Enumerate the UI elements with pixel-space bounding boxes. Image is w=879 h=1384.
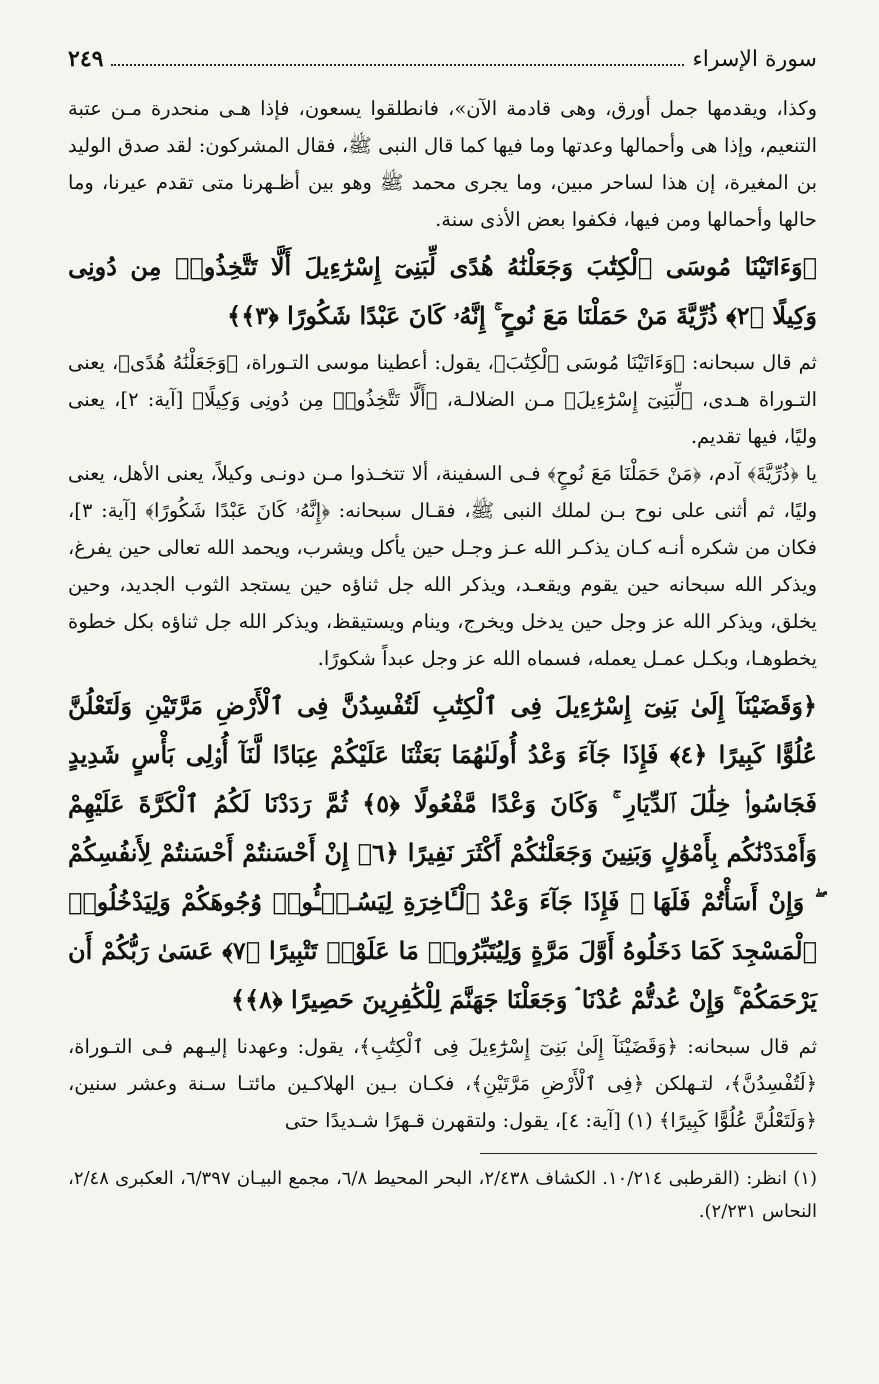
footnote-divider bbox=[480, 1153, 817, 1154]
paragraph-3: يا ﴿ذُرِّيَّةَ﴾ آدم، ﴿مَنْ حَمَلْنَا مَعَ نُوحٍ﴾ فـى السفينة، ألا تتخـذوا مـن دونـى وكيلاً، يعنى الأهل، يعنى وليًا، ثم أثنى على نوح بـن لملك النبى ﷺ، فقـال سبحانه: ﴿إِنَّهُۥ كَانَ عَبْدًا شَكُورًا﴾ [آية: ٣]، فكان من شكره أنـه كـان يذكـر الله عـز وجـل حين يأكل ويشرب، ويحمد الله تعالى حين يفرغ، ويذكر الله سبحانه حين يقوم ويقعـد، ويذكر الله جل ثناؤه حين يستجد الثوب الجديد، وحين يخلق، ويذكر الله عز وجل حين يدخل ويخرج، وينام ويستيقظ، ويذكر الله جل ثناؤه بكل خطوة يخطوهـا، وبكـل عمـل يعمله، فسماه الله عز وجل عبداً شكورًا. bbox=[68, 462, 817, 670]
quran-verse-block-2: ﴿وَقَضَيْنَآ إِلَىٰ بَنِىٓ إِسْرَٰٓءِيلَ فِى ٱلْكِتَٰبِ لَتُفْسِدُنَّ فِى ٱلْأَرْضِ مَرَّتَيْنِ وَلَتَعْلُنَّ عُلُوًّا كَبِيرًا ﴿٤﴾ فَإِذَا جَآءَ وَعْدُ أُولَىٰهُمَا بَعَثْنَا عَلَيْكُمْ عِبَادًا لَّنَآ أُو۟لِى بَأْسٍ شَدِيدٍ فَجَاسُوا۟ خِلَٰلَ ٱلدِّيَارِ ۚ وَكَانَ وَعْدًا مَّفْعُولًا ﴿٥﴾ ثُمَّ رَدَدْنَا لَكُمُ ٱلْكَرَّةَ عَلَيْهِمْ وَأَمْدَدْنَٰكُم بِأَمْوَٰلٍ وَبَنِينَ وَجَعَلْنَٰكُمْ أَكْثَرَ نَفِيرًا ﴿٦﴾ إِنْ أَحْسَنتُمْ أَحْسَنتُمْ لِأَنفُسِكُمْ ۖ وَإِنْ أَسَأْتُمْ فَلَهَا ۚ فَإِذَا جَآءَ وَعْدُ ٱلْـَٔاخِرَةِ لِيَسُـۥٓـُٔوا۟ وُجُوهَكُمْ وَلِيَدْخُلُوا۟ ٱلْمَسْجِدَ كَمَا دَخَلُوهُ أَوَّلَ مَرَّةٍ وَلِيُتَبِّرُوا۟ مَا عَلَوْا۟ تَتْبِيرًا ﴿٧﴾ عَسَىٰ رَبُّكُمْ أَن يَرْحَمَكُمْ ۚ وَإِنْ عُدتُّمْ عُدْنَا ۘ وَجَعَلْنَا جَهَنَّمَ لِلْكَٰفِرِينَ حَصِيرًا ﴿٨﴾﴾ bbox=[68, 691, 818, 1014]
surah-title: سورة الإسراء bbox=[692, 47, 817, 72]
header-dotted-leader bbox=[111, 63, 684, 66]
page-header bbox=[68, 46, 817, 90]
footnote: (١) انظر: (القرطبى ١٠/٢١٤. الكشاف ٢/٤٣٨، البحر المحيط ٦/٨، مجمع البيـان ٦/٣٩٧، العكبرى ٢/٤٨، النحاس ٢/٢٣١). bbox=[68, 1168, 817, 1222]
paragraph-2: ثم قال سبحانه: ﴿وَءَاتَيْنَا مُوسَى ٱلْكِتَٰبَ﴾، يقول: أعطينا موسى التـوراة، ﴿وَجَعَلْنَٰهُ هُدًى﴾، يعنى التـوراة هـدى، ﴿لِّبَنِىٓ إِسْرَٰٓءِيلَ﴾ مـن الضلالـة، ﴿أَلَّا تَتَّخِذُوا۟ مِن دُونِى وَكِيلًا﴾ [آية: ٢]، يعنى وليًا، فيها تقديم. bbox=[68, 351, 817, 448]
page-number: ٢٤٩ bbox=[68, 46, 104, 72]
paragraph-1: وكذا، ويقدمها جمل أورق، وهى قادمة الآن»، فانطلقوا يسعون، فإذا هـى منحدرة مـن عتبة التنعيم، وإذا هى وأحمالها وعدتها وما فيها كما قال النبى ﷺ، فقال المشركون: لقد صدق الوليد بن المغيرة، إن هذا لساحر مبين، وما يجرى محمد ﷺ وهو بين أظـهرنا متى تقدم عيرنا، وما حالها وأحمالها ومن فيها، فكفوا بعض الأذى سنة. bbox=[68, 97, 817, 231]
paragraph-4: ثم قال سبحانه: ﴿وَقَضَيْنَآ إِلَىٰ بَنِىٓ إِسْرَٰٓءِيلَ فِى ٱلْكِتَٰبِ﴾، يقول: وعهدنا إليـهم فـى التـوراة، ﴿لَتُفْسِدُنَّ﴾، لتـهلكن ﴿فِى ٱلْأَرْضِ مَرَّتَيْنِ﴾، فكـان بـين الهلاكـين مائتـا سـنة وعشر سنين، ﴿وَلَتَعْلُنَّ عُلُوًّا كَبِيرًا﴾ (١) [آية: ٤]، يقول: ولتقهرن قـهرًا شـديدًا حتى bbox=[68, 1035, 817, 1132]
quran-verse-block-1: ﴿وَءَاتَيْنَا مُوسَى ٱلْكِتَٰبَ وَجَعَلْنَٰهُ هُدًى لِّبَنِىٓ إِسْرَٰٓءِيلَ أَلَّا تَتَّخِذُوا۟ مِن دُونِى وَكِيلًا ﴿٢﴾ ذُرِّيَّةَ مَنْ حَمَلْنَا مَعَ نُوحٍ ۚ إِنَّهُۥ كَانَ عَبْدًا شَكُورًا ﴿٣﴾﴾ bbox=[68, 252, 817, 330]
